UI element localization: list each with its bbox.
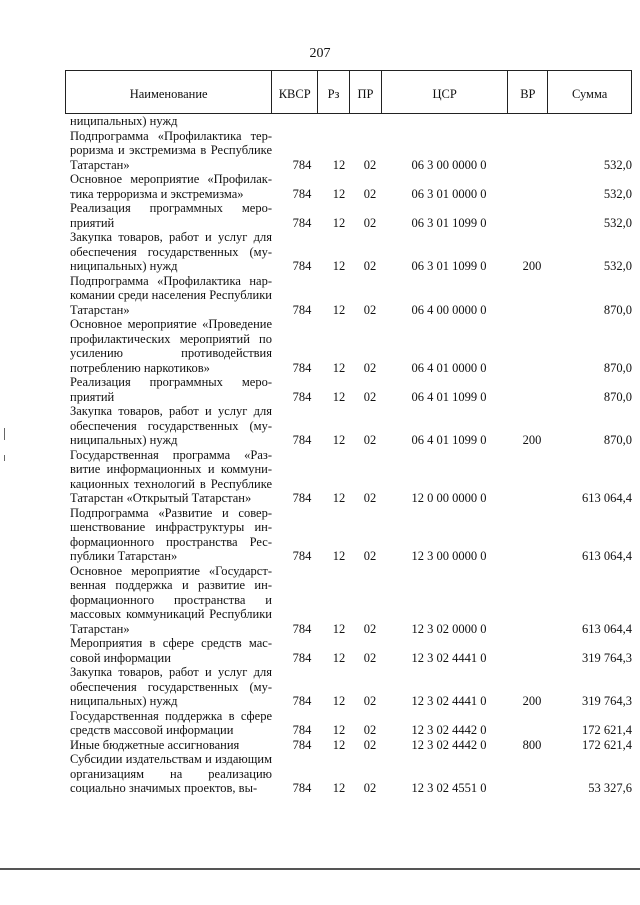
table-row [65,114,632,129]
cell-csr: 06 3 01 0000 0 [411,186,487,201]
cell-name: Иные бюджетные ассигнования [70,737,240,752]
table-row [65,201,632,230]
cell-sum: 613 064,4 [582,621,632,636]
cell-sum: 613 064,4 [582,491,632,505]
cell-name: Закупка товаров, работ и услуг для обеспечения государственных (муниципальных) нужд [70,404,272,447]
cell-name: Реализация программных мероприятий [70,201,272,230]
cell-kvsr: 784 [292,650,312,665]
cell-csr: 12 3 02 4442 0 [411,737,487,752]
cell-pr: 02 [363,433,377,447]
cell-name: Подпрограмма «Профилактика наркомании среди населения Республики Татарстан» [70,273,272,317]
cell-pr: 02 [363,549,377,563]
table-body [65,114,632,796]
table-row [65,738,632,753]
cell-kvsr: 784 [292,157,312,172]
cell-vr: 200 [522,433,542,447]
cell-kvsr: 784 [292,302,312,317]
table-row [65,375,632,404]
scan-mark [4,455,5,461]
cell-pr: 02 [363,621,377,636]
table-row [65,709,632,738]
table-row [65,448,632,506]
cell-pr: 02 [363,723,377,737]
cell-name: Мероприятия в сфере средств массовой информации [70,636,272,665]
cell-name: Основное мероприятие «Государственная поддержка и развитие информационного пространства и массовых коммуникаций Республики Татарстан» [70,563,272,636]
cell-pr: 02 [363,157,377,172]
cell-name: Закупка товаров, работ и услуг для обеспечения государственных (муниципальных) нужд [70,230,272,273]
table-row [65,665,632,709]
cell-csr: 06 3 00 0000 0 [411,157,487,172]
cell-vr: 200 [522,694,542,708]
cell-pr: 02 [363,360,377,375]
table-row [65,172,632,201]
header-csr: ЦСР [382,71,509,113]
cell-csr: 06 4 01 1099 0 [411,433,487,447]
cell-vr: 800 [522,737,542,752]
cell-sum: 532,0 [603,259,632,273]
cell-csr: 12 3 02 4442 0 [411,723,487,737]
cell-csr: 06 4 01 1099 0 [411,389,487,404]
header-sum: Сумма [571,86,608,101]
cell-rz: 12 [332,433,346,447]
cell-pr: 02 [363,491,377,505]
cell-rz: 12 [332,157,346,172]
cell-sum: 172 621,4 [582,723,632,737]
cell-name: ниципальных) нужд [70,114,178,128]
table-row [65,317,632,375]
cell-rz: 12 [332,389,346,404]
cell-csr: 12 3 02 0000 0 [411,621,487,636]
cell-kvsr: 784 [292,694,312,708]
table-row [65,752,632,796]
cell-name: Закупка товаров, работ и услуг для обеспечения государственных (муниципальных) нужд [70,665,272,708]
header-pr: ПР [350,71,382,113]
table-row [65,129,632,173]
cell-name: Основное мероприятие «Проведение профилактических мероприятий по усилению противодействия потреблению наркотиков» [70,317,272,375]
cell-sum: 870,0 [603,433,632,447]
cell-sum: 870,0 [603,302,632,317]
cell-rz: 12 [332,186,346,201]
cell-kvsr: 784 [292,737,312,752]
cell-kvsr: 784 [292,433,312,447]
cell-name: Субсидии издательствам и издающим организациям на реализацию социально значимых проектов, вы- [70,752,272,795]
cell-rz: 12 [332,737,346,752]
cell-rz: 12 [332,723,346,737]
cell-rz: 12 [332,549,346,563]
page-number: 207 [309,46,331,61]
table-row [65,274,632,318]
cell-pr: 02 [363,302,377,317]
header-rz: Рз [318,71,350,113]
table-row [65,404,632,448]
cell-name: Подпрограмма «Развитие и совершенствование инфраструктуры информационного пространства Республики Татарстан» [70,505,272,563]
cell-csr: 06 4 00 0000 0 [411,302,487,317]
cell-csr: 12 3 02 4551 0 [411,781,487,795]
cell-name: Подпрограмма «Профилактика терроризма и экстремизма в Республике Татарстан» [70,128,272,172]
cell-rz: 12 [332,781,346,795]
table-row [65,506,632,564]
table-row [65,230,632,274]
cell-kvsr: 784 [292,491,312,505]
cell-vr: 200 [522,259,542,273]
header-kvsr: КВСР [272,71,318,113]
cell-kvsr: 784 [292,781,312,795]
cell-kvsr: 784 [292,621,312,636]
cell-sum: 532,0 [603,215,632,230]
cell-sum: 532,0 [603,157,632,172]
cell-kvsr: 784 [292,549,312,563]
cell-sum: 53 327,6 [588,781,632,795]
page-bottom-rule [0,868,640,870]
cell-pr: 02 [363,781,377,795]
cell-kvsr: 784 [292,389,312,404]
cell-rz: 12 [332,215,346,230]
cell-rz: 12 [332,259,346,273]
cell-rz: 12 [332,694,346,708]
scan-mark [4,428,5,440]
cell-kvsr: 784 [292,259,312,273]
table-row [65,636,632,665]
table-row [65,564,632,637]
cell-csr: 06 3 01 1099 0 [411,215,487,230]
cell-csr: 06 3 01 1099 0 [411,259,487,273]
cell-csr: 12 3 02 4441 0 [411,694,487,708]
cell-csr: 12 3 00 0000 0 [411,549,487,563]
cell-pr: 02 [363,186,377,201]
cell-sum: 172 621,4 [582,737,632,752]
cell-kvsr: 784 [292,186,312,201]
cell-csr: 12 0 00 0000 0 [411,491,487,505]
cell-rz: 12 [332,650,346,665]
cell-pr: 02 [363,389,377,404]
cell-name: Реализация программных мероприятий [70,375,272,404]
cell-rz: 12 [332,491,346,505]
cell-pr: 02 [363,737,377,752]
cell-csr: 06 4 01 0000 0 [411,360,487,375]
cell-pr: 02 [363,259,377,273]
cell-kvsr: 784 [292,360,312,375]
cell-rz: 12 [332,302,346,317]
cell-name: Основное мероприятие «Профилактика терроризма и экстремизма» [70,172,272,201]
cell-kvsr: 784 [292,215,312,230]
cell-kvsr: 784 [292,723,312,737]
cell-name: Государственная поддержка в сфере средств массовой информации [70,708,272,737]
header-name: Наименование [66,71,272,113]
cell-pr: 02 [363,215,377,230]
table-header [65,70,632,114]
cell-rz: 12 [332,621,346,636]
cell-pr: 02 [363,650,377,665]
cell-csr: 12 3 02 4441 0 [411,650,487,665]
cell-name: Государственная программа «Развитие информационных и коммуникационных технологий в Республике Татарстан «Открытый Татарстан» [70,447,272,505]
cell-sum: 319 764,3 [582,650,632,665]
cell-rz: 12 [332,360,346,375]
cell-sum: 319 764,3 [582,694,632,708]
header-vr: ВР [508,71,548,113]
cell-sum: 870,0 [603,360,632,375]
cell-sum: 870,0 [603,389,632,404]
cell-sum: 613 064,4 [582,549,632,563]
cell-sum: 532,0 [603,186,632,201]
cell-pr: 02 [363,694,377,708]
